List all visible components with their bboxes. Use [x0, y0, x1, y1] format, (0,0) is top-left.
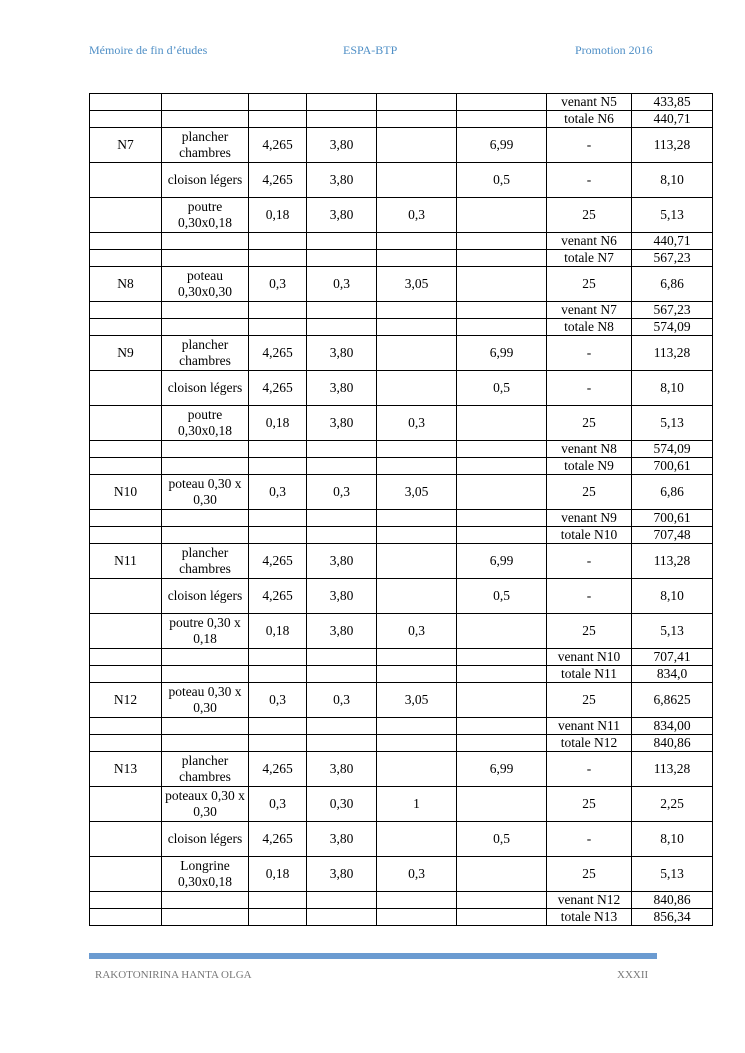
height-cell: [377, 336, 457, 371]
element-cell: cloison légers: [162, 579, 249, 614]
height-cell: [377, 752, 457, 787]
surface-load-cell: [457, 458, 547, 475]
level-cell: [90, 857, 162, 892]
width-cell: [307, 510, 377, 527]
load-value-cell: 700,61: [632, 458, 713, 475]
unit-weight-cell: -: [547, 128, 632, 163]
table-row: [90, 579, 713, 614]
unit-weight-cell: -: [547, 544, 632, 579]
height-cell: [377, 250, 457, 267]
height-cell: 0,3: [377, 857, 457, 892]
load-value-cell: 707,48: [632, 527, 713, 544]
table-row: [90, 544, 713, 579]
surface-load-cell: [457, 510, 547, 527]
surface-load-cell: [457, 302, 547, 319]
height-cell: [377, 94, 457, 111]
element-cell: [162, 250, 249, 267]
surface-load-cell: [457, 233, 547, 250]
unit-weight-cell: 25: [547, 475, 632, 510]
surface-load-cell: 6,99: [457, 336, 547, 371]
width-cell: 0,3: [307, 683, 377, 718]
level-cell: [90, 614, 162, 649]
length-cell: 4,265: [249, 579, 307, 614]
load-value-cell: 113,28: [632, 752, 713, 787]
load-value-cell: 8,10: [632, 822, 713, 857]
element-cell: cloison légers: [162, 163, 249, 198]
surface-load-cell: 6,99: [457, 544, 547, 579]
load-value-cell: 707,41: [632, 649, 713, 666]
width-cell: [307, 649, 377, 666]
load-value-cell: 440,71: [632, 233, 713, 250]
level-cell: [90, 579, 162, 614]
level-cell: [90, 787, 162, 822]
element-cell: [162, 94, 249, 111]
width-cell: [307, 233, 377, 250]
table-row: [90, 857, 713, 892]
table-row: [90, 735, 713, 752]
length-cell: 0,3: [249, 267, 307, 302]
table-row: [90, 909, 713, 926]
unit-weight-cell: -: [547, 163, 632, 198]
height-cell: 0,3: [377, 198, 457, 233]
length-cell: [249, 527, 307, 544]
level-cell: N9: [90, 336, 162, 371]
length-cell: 0,18: [249, 198, 307, 233]
element-cell: [162, 718, 249, 735]
header-center-title: ESPA-BTP: [343, 43, 398, 57]
header-right-title: Promotion 2016: [575, 43, 653, 57]
table-row: [90, 163, 713, 198]
load-value-cell: 567,23: [632, 250, 713, 267]
table-row: [90, 510, 713, 527]
level-cell: [90, 909, 162, 926]
load-value-cell: 574,09: [632, 319, 713, 336]
table-row: [90, 892, 713, 909]
load-value-cell: 840,86: [632, 892, 713, 909]
load-value-cell: 840,86: [632, 735, 713, 752]
surface-load-cell: 0,5: [457, 371, 547, 406]
surface-load-cell: [457, 857, 547, 892]
level-cell: [90, 527, 162, 544]
width-cell: [307, 718, 377, 735]
length-cell: 4,265: [249, 128, 307, 163]
table-row: [90, 94, 713, 111]
length-cell: 4,265: [249, 752, 307, 787]
unit-weight-cell: totale N8: [547, 319, 632, 336]
load-value-cell: 8,10: [632, 579, 713, 614]
load-value-cell: 6,86: [632, 475, 713, 510]
unit-weight-cell: totale N7: [547, 250, 632, 267]
load-value-cell: 6,8625: [632, 683, 713, 718]
level-cell: [90, 441, 162, 458]
level-cell: [90, 510, 162, 527]
element-cell: [162, 892, 249, 909]
unit-weight-cell: totale N6: [547, 111, 632, 128]
table-row: [90, 406, 713, 441]
load-value-cell: 6,86: [632, 267, 713, 302]
height-cell: [377, 128, 457, 163]
footer-page-number: XXXII: [617, 969, 649, 981]
load-value-cell: 440,71: [632, 111, 713, 128]
height-cell: 3,05: [377, 475, 457, 510]
table-row: [90, 683, 713, 718]
level-cell: [90, 892, 162, 909]
level-cell: [90, 735, 162, 752]
length-cell: [249, 458, 307, 475]
table-row: [90, 336, 713, 371]
length-cell: [249, 718, 307, 735]
length-cell: [249, 233, 307, 250]
load-value-cell: 856,34: [632, 909, 713, 926]
unit-weight-cell: 25: [547, 406, 632, 441]
unit-weight-cell: -: [547, 336, 632, 371]
width-cell: 0,30: [307, 787, 377, 822]
height-cell: [377, 649, 457, 666]
level-cell: [90, 822, 162, 857]
height-cell: [377, 527, 457, 544]
unit-weight-cell: totale N10: [547, 527, 632, 544]
level-cell: [90, 649, 162, 666]
load-value-cell: 113,28: [632, 336, 713, 371]
width-cell: 3,80: [307, 128, 377, 163]
height-cell: 0,3: [377, 614, 457, 649]
height-cell: [377, 458, 457, 475]
surface-load-cell: [457, 718, 547, 735]
unit-weight-cell: -: [547, 822, 632, 857]
surface-load-cell: [457, 198, 547, 233]
load-value-cell: 5,13: [632, 614, 713, 649]
width-cell: [307, 735, 377, 752]
length-cell: [249, 892, 307, 909]
table-row: [90, 319, 713, 336]
length-cell: [249, 649, 307, 666]
element-cell: [162, 649, 249, 666]
element-cell: poutre 0,30x0,18: [162, 406, 249, 441]
load-value-cell: 8,10: [632, 371, 713, 406]
length-cell: 0,18: [249, 857, 307, 892]
element-cell: [162, 111, 249, 128]
level-cell: [90, 406, 162, 441]
length-cell: 0,3: [249, 787, 307, 822]
surface-load-cell: [457, 787, 547, 822]
unit-weight-cell: 25: [547, 787, 632, 822]
unit-weight-cell: 25: [547, 198, 632, 233]
element-cell: poteau 0,30 x 0,30: [162, 683, 249, 718]
unit-weight-cell: venant N8: [547, 441, 632, 458]
table-row: [90, 822, 713, 857]
surface-load-cell: [457, 666, 547, 683]
width-cell: 3,80: [307, 857, 377, 892]
width-cell: 3,80: [307, 371, 377, 406]
surface-load-cell: [457, 892, 547, 909]
level-cell: [90, 371, 162, 406]
surface-load-cell: [457, 319, 547, 336]
width-cell: [307, 319, 377, 336]
width-cell: [307, 111, 377, 128]
load-value-cell: 433,85: [632, 94, 713, 111]
height-cell: [377, 111, 457, 128]
unit-weight-cell: -: [547, 579, 632, 614]
load-value-cell: 574,09: [632, 441, 713, 458]
element-cell: [162, 441, 249, 458]
height-cell: [377, 892, 457, 909]
element-cell: poteau 0,30x0,30: [162, 267, 249, 302]
table-row: [90, 614, 713, 649]
height-cell: [377, 544, 457, 579]
surface-load-cell: 6,99: [457, 128, 547, 163]
header-left-title: Mémoire de fin d’études: [89, 43, 208, 57]
table-row: [90, 128, 713, 163]
length-cell: 0,18: [249, 614, 307, 649]
length-cell: [249, 510, 307, 527]
height-cell: 0,3: [377, 406, 457, 441]
element-cell: [162, 458, 249, 475]
height-cell: [377, 579, 457, 614]
length-cell: [249, 441, 307, 458]
surface-load-cell: [457, 250, 547, 267]
element-cell: poteaux 0,30 x 0,30: [162, 787, 249, 822]
unit-weight-cell: venant N6: [547, 233, 632, 250]
element-cell: plancher chambres: [162, 128, 249, 163]
load-descent-table: [89, 93, 713, 926]
table-row: [90, 302, 713, 319]
width-cell: [307, 94, 377, 111]
width-cell: [307, 892, 377, 909]
table-row: [90, 198, 713, 233]
height-cell: [377, 371, 457, 406]
load-value-cell: 113,28: [632, 544, 713, 579]
element-cell: cloison légers: [162, 371, 249, 406]
width-cell: [307, 441, 377, 458]
element-cell: [162, 735, 249, 752]
height-cell: [377, 735, 457, 752]
width-cell: 3,80: [307, 406, 377, 441]
unit-weight-cell: totale N13: [547, 909, 632, 926]
level-cell: [90, 302, 162, 319]
table-row: [90, 111, 713, 128]
length-cell: [249, 666, 307, 683]
element-cell: poutre 0,30 x 0,18: [162, 614, 249, 649]
level-cell: [90, 666, 162, 683]
table-row: [90, 371, 713, 406]
width-cell: 3,80: [307, 579, 377, 614]
surface-load-cell: 0,5: [457, 163, 547, 198]
element-cell: [162, 666, 249, 683]
width-cell: [307, 302, 377, 319]
surface-load-cell: [457, 683, 547, 718]
unit-weight-cell: 25: [547, 857, 632, 892]
unit-weight-cell: venant N10: [547, 649, 632, 666]
length-cell: 0,18: [249, 406, 307, 441]
level-cell: N12: [90, 683, 162, 718]
width-cell: 3,80: [307, 752, 377, 787]
height-cell: 1: [377, 787, 457, 822]
level-cell: N8: [90, 267, 162, 302]
element-cell: [162, 909, 249, 926]
length-cell: 0,3: [249, 683, 307, 718]
width-cell: [307, 458, 377, 475]
load-value-cell: 5,13: [632, 198, 713, 233]
width-cell: 3,80: [307, 614, 377, 649]
table-row: [90, 718, 713, 735]
load-value-cell: 834,00: [632, 718, 713, 735]
width-cell: 3,80: [307, 822, 377, 857]
surface-load-cell: 0,5: [457, 579, 547, 614]
length-cell: [249, 302, 307, 319]
element-cell: [162, 319, 249, 336]
table-row: [90, 527, 713, 544]
load-value-cell: 113,28: [632, 128, 713, 163]
load-value-cell: 5,13: [632, 857, 713, 892]
table-row: [90, 267, 713, 302]
table-row: [90, 649, 713, 666]
width-cell: 3,80: [307, 163, 377, 198]
surface-load-cell: [457, 111, 547, 128]
table-row: [90, 475, 713, 510]
length-cell: 4,265: [249, 336, 307, 371]
surface-load-cell: [457, 649, 547, 666]
length-cell: [249, 319, 307, 336]
level-cell: [90, 250, 162, 267]
height-cell: [377, 319, 457, 336]
unit-weight-cell: -: [547, 371, 632, 406]
length-cell: [249, 909, 307, 926]
table-row: [90, 458, 713, 475]
surface-load-cell: [457, 735, 547, 752]
length-cell: 4,265: [249, 544, 307, 579]
width-cell: 3,80: [307, 336, 377, 371]
unit-weight-cell: totale N12: [547, 735, 632, 752]
unit-weight-cell: venant N9: [547, 510, 632, 527]
width-cell: [307, 909, 377, 926]
length-cell: 4,265: [249, 371, 307, 406]
element-cell: Longrine 0,30x0,18: [162, 857, 249, 892]
surface-load-cell: [457, 527, 547, 544]
level-cell: [90, 233, 162, 250]
surface-load-cell: [457, 406, 547, 441]
element-cell: poteau 0,30 x 0,30: [162, 475, 249, 510]
length-cell: 4,265: [249, 822, 307, 857]
width-cell: [307, 527, 377, 544]
level-cell: [90, 198, 162, 233]
surface-load-cell: 6,99: [457, 752, 547, 787]
unit-weight-cell: venant N7: [547, 302, 632, 319]
load-value-cell: 567,23: [632, 302, 713, 319]
surface-load-cell: [457, 909, 547, 926]
height-cell: [377, 302, 457, 319]
load-value-cell: 700,61: [632, 510, 713, 527]
table-body: [90, 94, 713, 926]
unit-weight-cell: 25: [547, 614, 632, 649]
width-cell: 0,3: [307, 475, 377, 510]
table-row: [90, 666, 713, 683]
footer-rule: [89, 953, 657, 959]
length-cell: [249, 735, 307, 752]
width-cell: 0,3: [307, 267, 377, 302]
element-cell: [162, 233, 249, 250]
unit-weight-cell: venant N12: [547, 892, 632, 909]
table-row: [90, 787, 713, 822]
element-cell: [162, 302, 249, 319]
unit-weight-cell: 25: [547, 683, 632, 718]
height-cell: 3,05: [377, 683, 457, 718]
level-cell: N7: [90, 128, 162, 163]
length-cell: [249, 250, 307, 267]
level-cell: [90, 111, 162, 128]
unit-weight-cell: totale N11: [547, 666, 632, 683]
height-cell: [377, 718, 457, 735]
level-cell: N11: [90, 544, 162, 579]
level-cell: [90, 718, 162, 735]
unit-weight-cell: 25: [547, 267, 632, 302]
level-cell: [90, 94, 162, 111]
width-cell: 3,80: [307, 198, 377, 233]
load-value-cell: 834,0: [632, 666, 713, 683]
height-cell: 3,05: [377, 267, 457, 302]
height-cell: [377, 666, 457, 683]
load-value-cell: 8,10: [632, 163, 713, 198]
element-cell: plancher chambres: [162, 752, 249, 787]
surface-load-cell: 0,5: [457, 822, 547, 857]
unit-weight-cell: totale N9: [547, 458, 632, 475]
level-cell: [90, 458, 162, 475]
element-cell: cloison légers: [162, 822, 249, 857]
surface-load-cell: [457, 267, 547, 302]
height-cell: [377, 163, 457, 198]
unit-weight-cell: -: [547, 752, 632, 787]
level-cell: [90, 319, 162, 336]
table-row: [90, 233, 713, 250]
surface-load-cell: [457, 475, 547, 510]
element-cell: [162, 527, 249, 544]
element-cell: plancher chambres: [162, 544, 249, 579]
surface-load-cell: [457, 94, 547, 111]
height-cell: [377, 233, 457, 250]
element-cell: [162, 510, 249, 527]
unit-weight-cell: venant N5: [547, 94, 632, 111]
level-cell: N10: [90, 475, 162, 510]
width-cell: [307, 666, 377, 683]
level-cell: N13: [90, 752, 162, 787]
table-row: [90, 441, 713, 458]
table-row: [90, 752, 713, 787]
length-cell: 0,3: [249, 475, 307, 510]
height-cell: [377, 822, 457, 857]
width-cell: 3,80: [307, 544, 377, 579]
height-cell: [377, 510, 457, 527]
height-cell: [377, 441, 457, 458]
surface-load-cell: [457, 441, 547, 458]
length-cell: [249, 94, 307, 111]
surface-load-cell: [457, 614, 547, 649]
length-cell: [249, 111, 307, 128]
width-cell: [307, 250, 377, 267]
length-cell: 4,265: [249, 163, 307, 198]
load-value-cell: 5,13: [632, 406, 713, 441]
table-row: [90, 250, 713, 267]
element-cell: plancher chambres: [162, 336, 249, 371]
height-cell: [377, 909, 457, 926]
level-cell: [90, 163, 162, 198]
footer-author: RAKOTONIRINA HANTA OLGA: [95, 969, 252, 981]
element-cell: poutre 0,30x0,18: [162, 198, 249, 233]
load-value-cell: 2,25: [632, 787, 713, 822]
unit-weight-cell: venant N11: [547, 718, 632, 735]
